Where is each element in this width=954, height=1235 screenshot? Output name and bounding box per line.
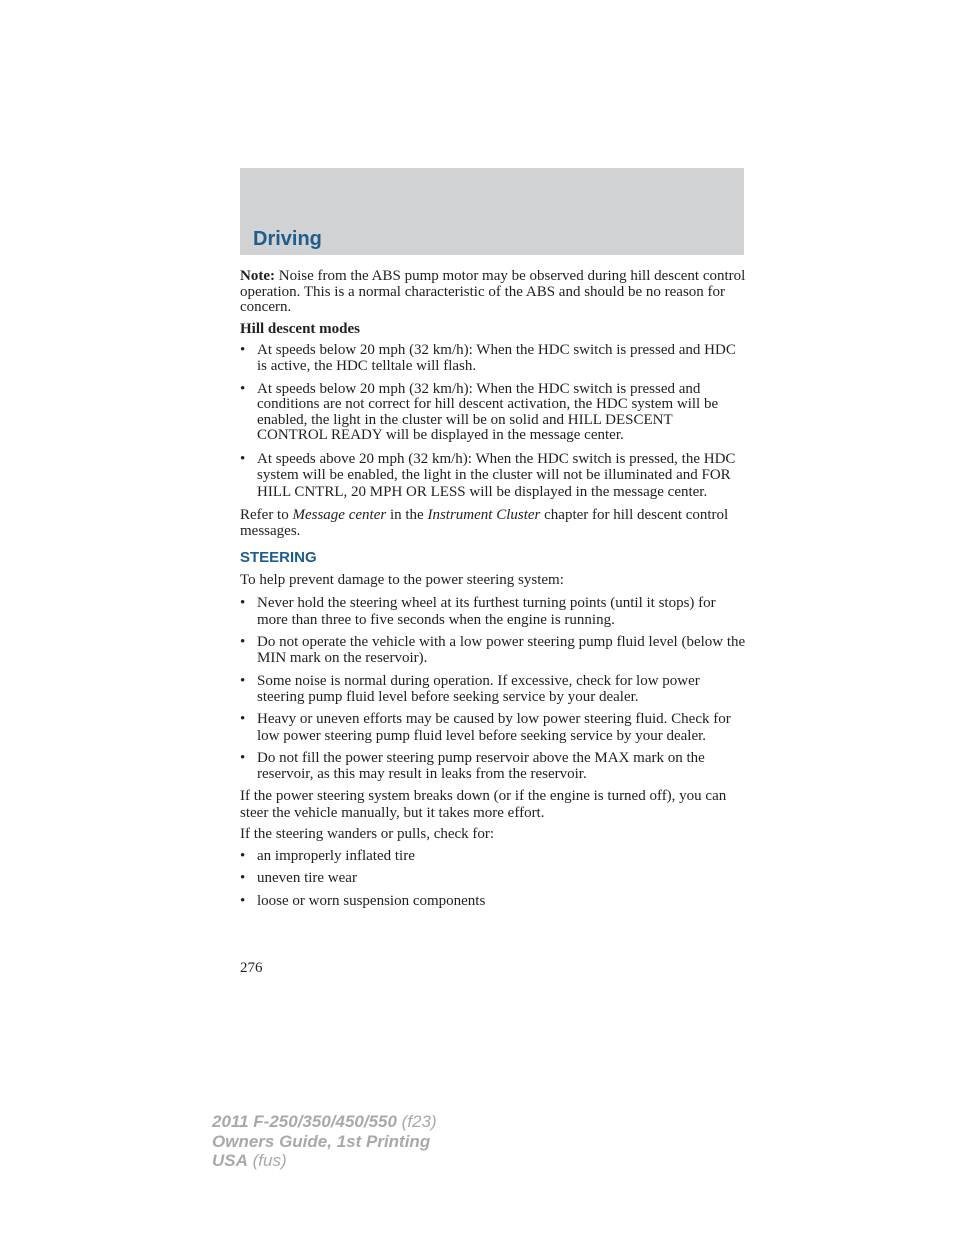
list-item: • uneven tire wear [240, 870, 357, 887]
bullet-icon: • [240, 711, 246, 728]
footer-line-region: USA (fus) [212, 1151, 287, 1170]
refer-paragraph: Refer to Message center in the Instrument Cluster chapter for hill descent control messages. [240, 506, 729, 540]
bullet-icon: • [240, 749, 246, 766]
note-text: Noise from the ABS pump motor may be observed during hill descent control operation. This is a normal characteristic of the ABS and should be no reason for concern. [240, 268, 746, 316]
hill-descent-list [240, 343, 746, 499]
chapter-header-band [240, 168, 744, 255]
bullet-icon: • [240, 672, 246, 689]
hill-descent-heading: Hill descent modes [240, 320, 360, 337]
page-content [240, 269, 746, 909]
steering-heading: STEERING [240, 548, 317, 566]
chapter-title: Driving [253, 228, 322, 250]
check-list [240, 849, 746, 910]
bullet-icon: • [240, 380, 246, 397]
bullet-icon: • [240, 634, 246, 651]
instrument-cluster-reference: Instrument Cluster [427, 506, 541, 523]
bullet-icon: • [240, 450, 246, 467]
list-item: • Heavy or uneven efforts may be caused by low power steering fluid. Check for low power steering pump fluid level before seeking service by your dealer. [240, 711, 731, 744]
steering-list [240, 595, 746, 782]
footer-line-model: 2011 F-250/350/450/550 (f23) [212, 1112, 437, 1131]
list-item: • Do not fill the power steering pump reservoir above the MAX mark on the reservoir, as this may result in leaks from the reservoir. [240, 749, 705, 783]
bullet-icon: • [240, 342, 246, 359]
note-paragraph [240, 269, 746, 316]
bullet-icon: • [240, 892, 246, 909]
bullet-icon: • [240, 595, 246, 612]
message-center-reference: Message center [292, 506, 387, 523]
footer-imprint [212, 1112, 437, 1171]
list-item: • loose or worn suspension components [240, 892, 486, 909]
steering-intro: To help prevent damage to the power steering system: [240, 571, 564, 588]
footer-line-printing: Owners Guide, 1st Printing [212, 1131, 431, 1151]
list-item: • Never hold the steering wheel at its furthest turning points (until it stops) for more than three to five seconds when the engine is running. [240, 595, 716, 628]
list-item: • At speeds below 20 mph (32 km/h): When the HDC switch is pressed and HDC is active, the HDC telltale will flash. [240, 342, 736, 374]
bullet-icon: • [240, 870, 246, 887]
list-item: • At speeds below 20 mph (32 km/h): When the HDC switch is pressed and conditions are not correct for hill descent activation, the HDC system will be enabled, the light in the cluster will be on solid and HILL DESCENT CONTROL READY will be displayed in the message center. [240, 380, 719, 444]
list-item: • an improperly inflated tire [240, 847, 415, 864]
page-number: 276 [240, 960, 263, 976]
list-item: • Some noise is normal during operation. If excessive, check for low power steering pump fluid level before seeking service by your dealer. [240, 672, 700, 705]
list-item: • Do not operate the vehicle with a low power steering pump fluid level (below the MIN mark on the reservoir). [240, 634, 746, 667]
note-label: Note: [240, 268, 275, 284]
list-item: • At speeds above 20 mph (32 km/h): When the HDC switch is pressed, the HDC system will be enabled, the light in the cluster will not be illuminated and FOR HILL CNTRL, 20 MPH OR LESS will be displayed in the message center. [240, 450, 736, 500]
wander-intro: If the steering wanders or pulls, check for: [240, 825, 495, 842]
bullet-icon: • [240, 847, 246, 864]
breakdown-paragraph: If the power steering system breaks down (or if the engine is turned off), you can steer the vehicle manually, but it takes more effort. [240, 788, 727, 821]
